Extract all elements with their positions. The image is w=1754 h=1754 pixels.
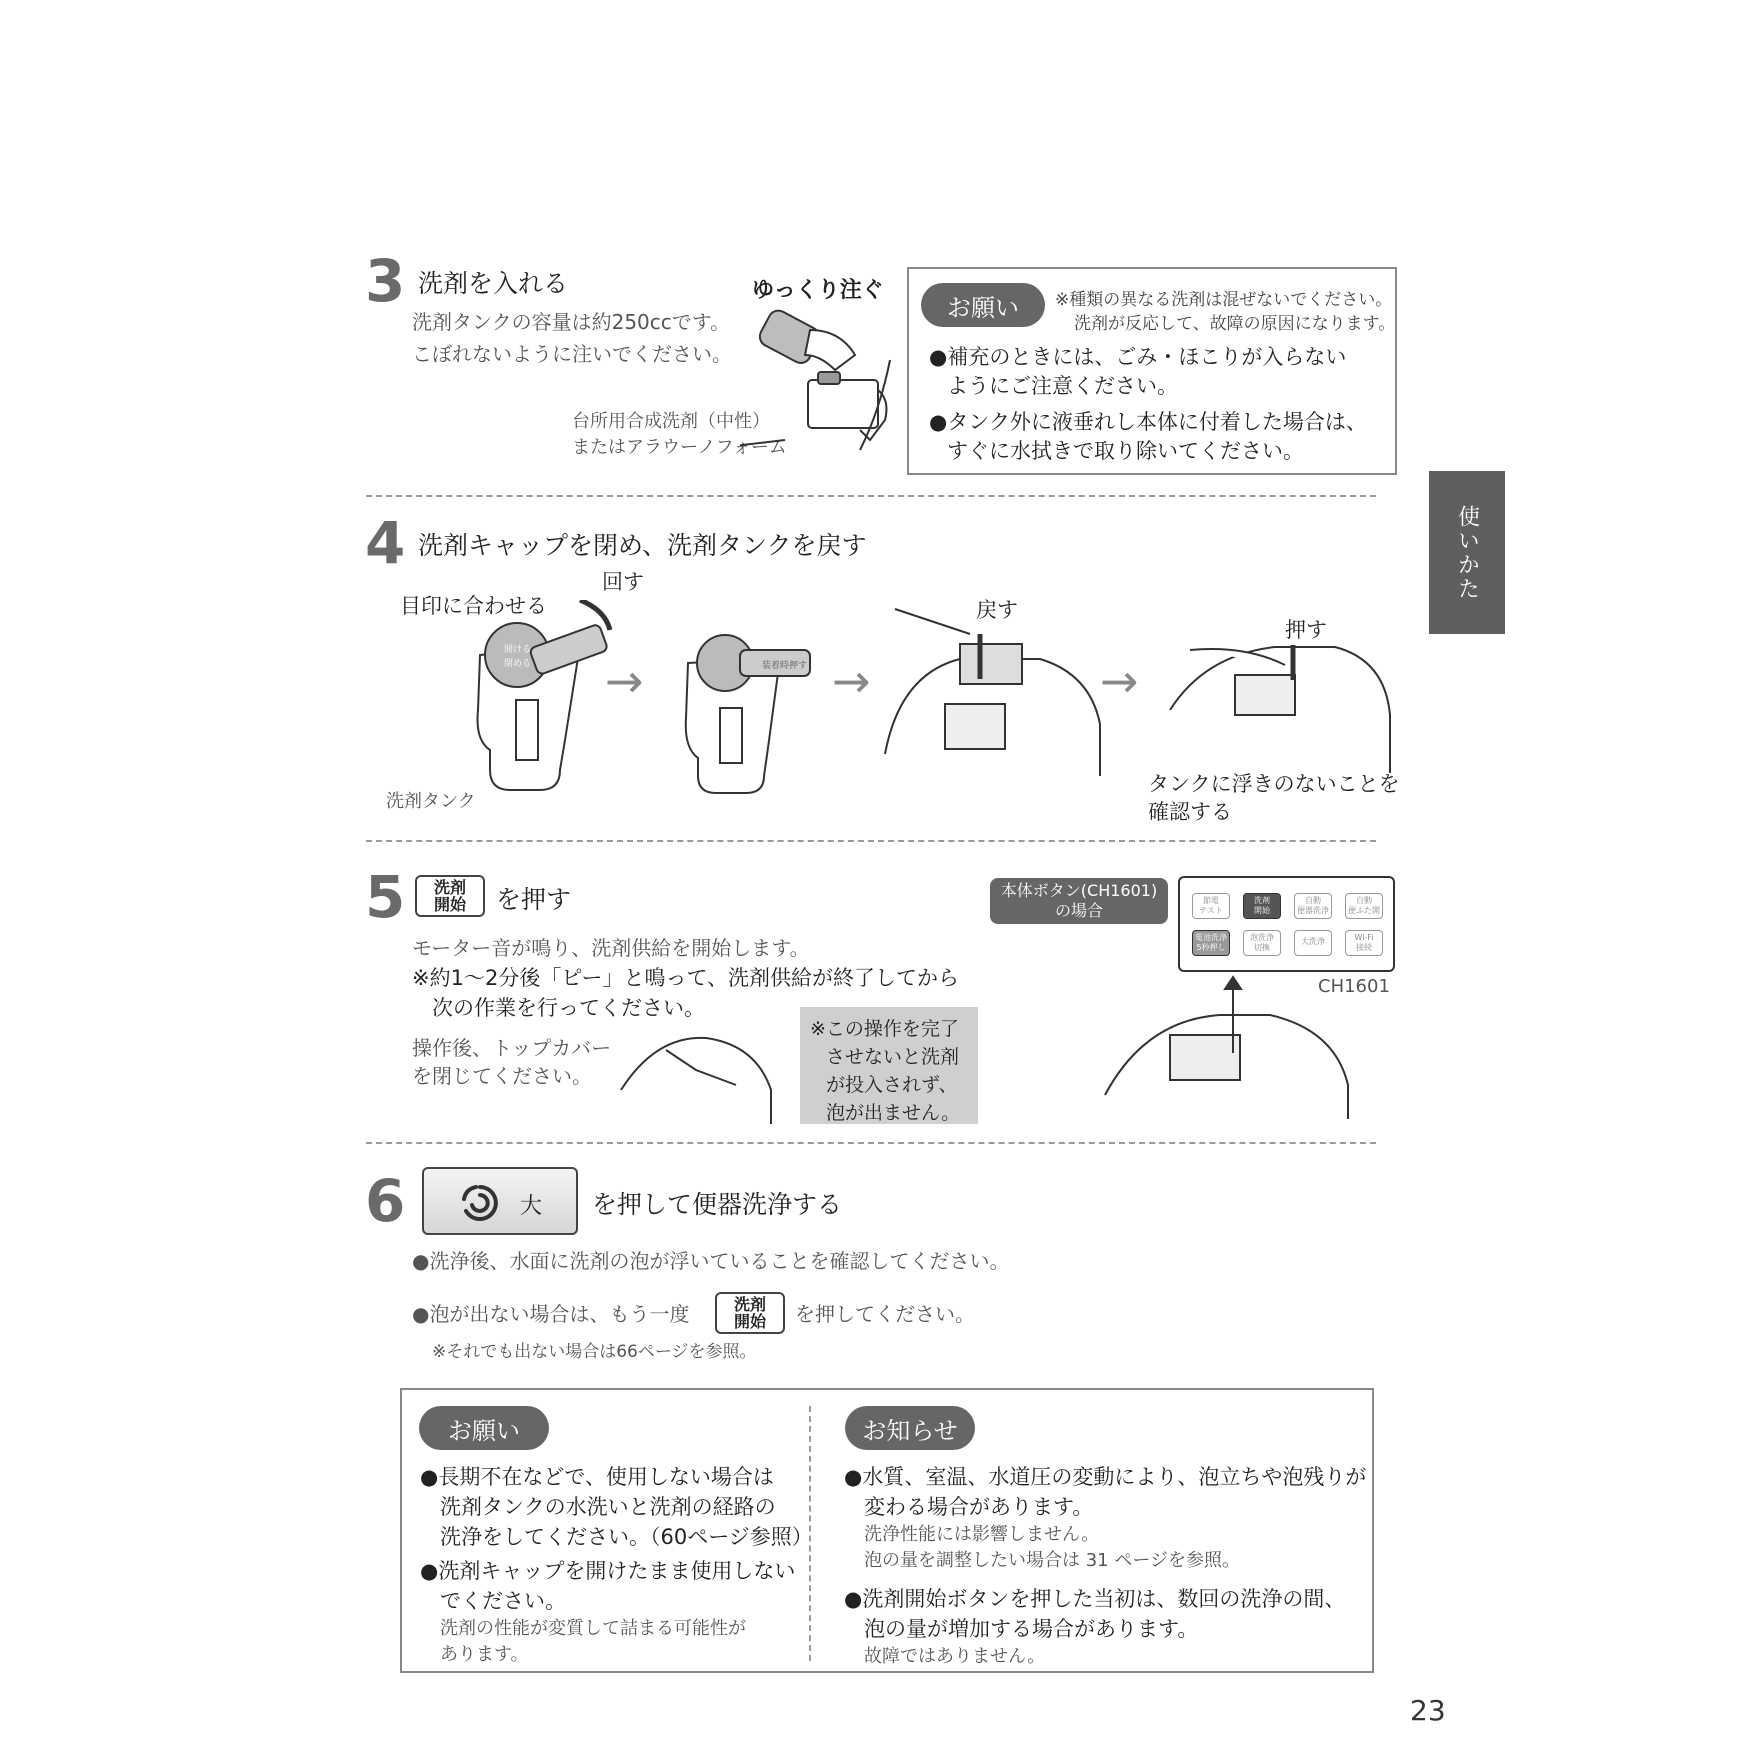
label-tank: 洗剤タンク	[386, 791, 476, 812]
divider	[366, 840, 1376, 842]
label-return: 戻す	[976, 598, 1018, 622]
step-text: 洗剤タンクの容量は約250ccです。	[412, 310, 731, 334]
label-align: 目印に合わせる	[400, 594, 547, 618]
step-text: 操作後、トップカバー	[412, 1036, 612, 1060]
divider	[366, 495, 1376, 497]
step-note: ※それでも出ない場合は66ページを参照。	[432, 1342, 757, 1362]
item-subline: あります。	[440, 1644, 529, 1665]
warning-note	[800, 1007, 978, 1124]
step-bullet: ●洗浄後、水面に洗剤の泡が浮いていることを確認してください。	[412, 1249, 1010, 1273]
panel-button-wifi[interactable]: Wi-Fi 接続	[1345, 930, 1383, 956]
step-number: 3	[365, 247, 406, 315]
step-number: 5	[365, 863, 406, 931]
badge-line: の場合	[1054, 901, 1103, 920]
item-line: 変わる場合があります。	[864, 1495, 1094, 1519]
detergent-start-key	[715, 1292, 785, 1334]
big-flush-label: 大	[520, 1194, 543, 1219]
item-line: 泡の量が増加する場合があります。	[864, 1617, 1199, 1641]
arrow-right-icon: →	[1100, 654, 1139, 708]
label-detergent: またはアラウーノフォーム	[572, 437, 787, 458]
detergent-tank-closed-illustration	[680, 628, 830, 798]
label-detergent: 台所用合成洗剤（中性）	[572, 411, 770, 432]
item-line: 洗剤タンクの水洗いと洗剤の経路の	[440, 1495, 776, 1519]
warning-line: 泡が出ません。	[826, 1102, 961, 1124]
panel-button-big-flush[interactable]: 大洗浄	[1294, 930, 1332, 956]
notes-box	[400, 1388, 1374, 1673]
panel-button-detergent-start[interactable]: 洗剤 開始	[1243, 893, 1281, 919]
warning-line: させないと洗剤	[826, 1046, 960, 1068]
request-note: 洗剤が反応して、故障の原因になります。	[1074, 314, 1396, 334]
item-line: 洗浄をしてください。（60ページ参照）	[440, 1525, 813, 1549]
notice-item	[844, 1462, 1366, 1574]
notice-badge: お知らせ	[845, 1406, 975, 1450]
item-line: ●長期不在などで、使用しない場合は	[420, 1465, 774, 1489]
cap-close-text: 閉める	[504, 659, 532, 669]
key-label: 洗剤	[433, 878, 466, 897]
panel-button-auto-flush[interactable]: 自動 便器洗浄	[1294, 893, 1332, 919]
request-item	[420, 1462, 813, 1552]
cap-open-text: 開ける	[504, 645, 532, 655]
arrow-right-icon: →	[605, 654, 644, 708]
badge-line: 本体ボタン(CH1601)	[1000, 881, 1158, 900]
arrow-right-icon: →	[832, 654, 871, 708]
notice-item	[844, 1584, 1345, 1670]
item-line: でください。	[440, 1589, 566, 1613]
label-confirm: 確認する	[1148, 800, 1232, 824]
request-item	[420, 1556, 795, 1668]
step-note: 次の作業を行ってください。	[432, 996, 705, 1020]
item-subline: 故障ではありません。	[864, 1646, 1046, 1667]
warning-line: ※この操作を完了	[810, 1018, 959, 1040]
step-number: 6	[365, 1167, 406, 1235]
toilet-panel-illustration	[1100, 975, 1350, 1120]
label-confirm: タンクに浮きのないことを	[1148, 772, 1400, 796]
request-bullet: ●タンク外に液垂れし本体に付着した場合は、	[929, 410, 1367, 434]
request-badge: お願い	[419, 1406, 549, 1450]
step-text: モーター音が鳴り、洗剤供給を開始します。	[412, 936, 810, 960]
model-number: CH1601	[1318, 976, 1390, 997]
key-label: 開始	[433, 895, 466, 914]
panel-button-battery-flush[interactable]: 電池洗浄 5秒押し	[1192, 930, 1230, 956]
request-bullet: ようにご注意ください。	[947, 374, 1178, 398]
step-text: を閉じてください。	[412, 1064, 592, 1088]
warning-line: が投入されず、	[826, 1074, 958, 1096]
section-tab-usage: 使いかた	[1429, 471, 1505, 634]
label-push: 押す	[1285, 618, 1327, 642]
panel-button-foam-switch[interactable]: 泡洗浄 切換	[1243, 930, 1281, 956]
item-line: ●洗剤開始ボタンを押した当初は、数回の洗浄の間、	[844, 1587, 1346, 1611]
divider	[366, 1142, 1376, 1144]
button-panel	[1178, 876, 1395, 972]
item-subline: 洗剤の性能が変質して詰まる可能性が	[440, 1618, 746, 1639]
item-subline: 洗浄性能には影響しません。	[864, 1524, 1100, 1545]
label-pour: ゆっくり注ぐ	[752, 278, 884, 303]
panel-button-auto-lid[interactable]: 自動 便ふた開	[1345, 893, 1383, 919]
toilet-push-illustration	[1165, 635, 1395, 775]
request-bullet: すぐに水拭きで取り除いてください。	[947, 439, 1304, 463]
step-note: ※約1～2分後「ピー」と鳴って、洗剤供給が終了してから	[412, 966, 960, 990]
body-button-badge	[990, 878, 1168, 924]
request-bullet: ●補充のときには、ごみ・ほこりが入らない	[929, 345, 1347, 369]
key-label: 洗剤	[733, 1295, 766, 1314]
detergent-start-key	[415, 875, 485, 917]
panel-button-power-test[interactable]: 節電 テスト	[1192, 893, 1230, 919]
item-subline: 泡の量を調整したい場合は 31 ページを参照。	[864, 1550, 1240, 1571]
step-bullet: を押してください。	[795, 1302, 975, 1326]
step-title: 洗剤を入れる	[418, 269, 569, 298]
item-line: ●水質、室温、水道圧の変動により、泡立ちや泡残りが	[844, 1465, 1367, 1489]
request-box	[907, 267, 1397, 475]
step-title: を押して便器洗浄する	[592, 1190, 843, 1219]
page-number: 23	[1410, 1694, 1446, 1727]
step-title: 洗剤キャップを閉め、洗剤タンクを戻す	[418, 531, 867, 560]
request-badge: お願い	[921, 283, 1045, 327]
toilet-return-illustration	[880, 604, 1105, 779]
cap-attach-text: 装着時押す	[762, 661, 808, 671]
step-bullet: ●泡が出ない場合は、もう一度	[412, 1302, 690, 1326]
top-cover-illustration	[616, 1030, 776, 1125]
step-number: 4	[365, 509, 406, 577]
big-flush-button	[422, 1167, 578, 1235]
item-line: ●洗剤キャップを開けたまま使用しない	[420, 1559, 796, 1583]
request-note: ※種類の異なる洗剤は混ぜないでください。	[1055, 290, 1393, 310]
step-text: こぼれないように注いでください。	[412, 342, 732, 366]
key-label: 開始	[733, 1312, 766, 1331]
label-turn: 回す	[602, 570, 644, 594]
flush-swirl-icon	[458, 1181, 502, 1225]
step-title: を押す	[496, 885, 572, 914]
pour-illustration	[740, 300, 900, 460]
